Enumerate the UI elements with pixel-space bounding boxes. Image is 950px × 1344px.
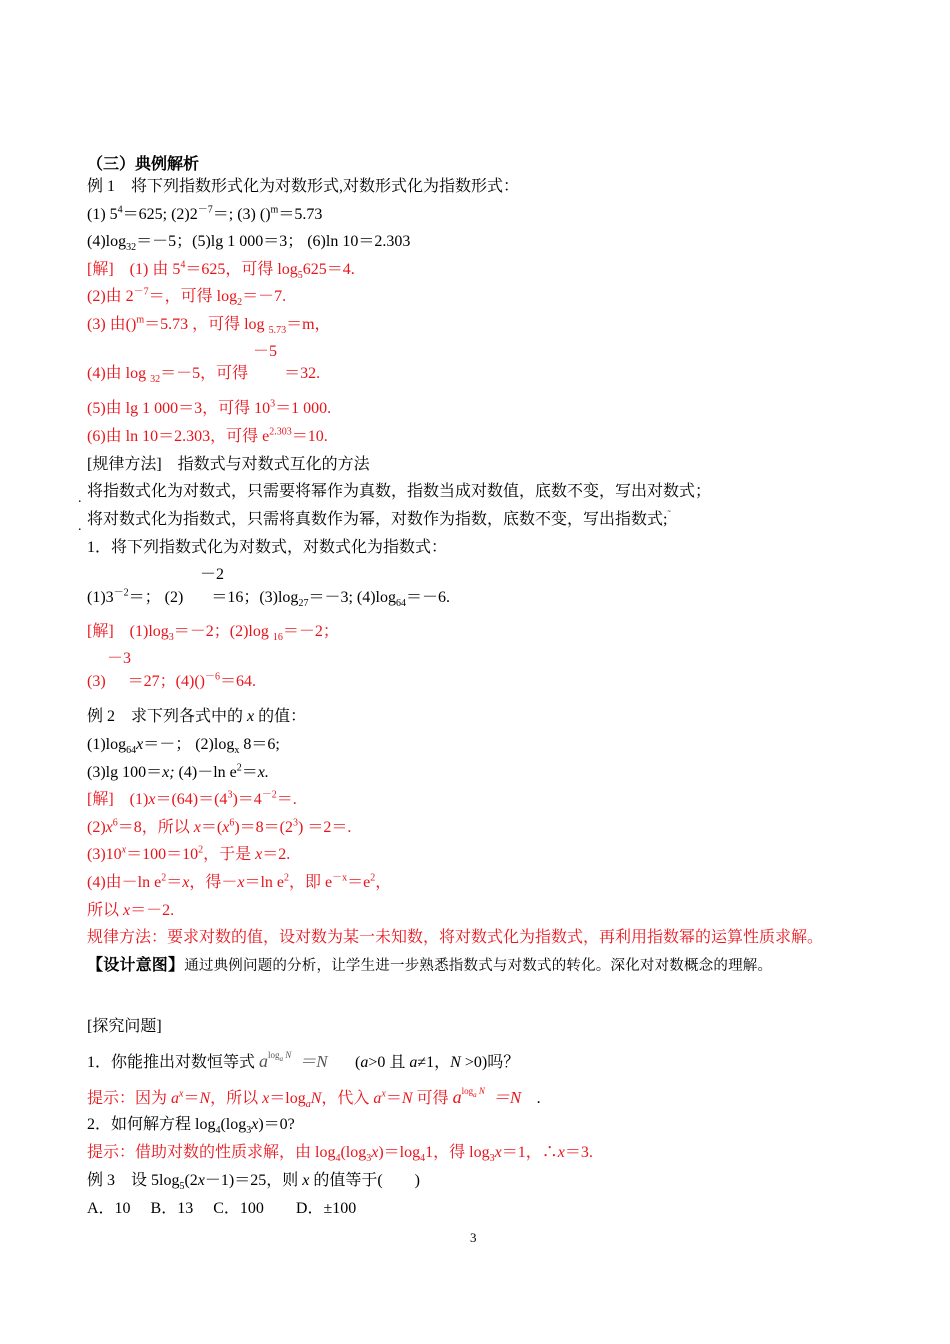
practice-1-title: 1．将下列指数式化为对数式，对数式化为指数式： bbox=[87, 539, 448, 556]
explore-hint-1: 提示：因为 $a^x=N$，所以 $x=\log_aN$，代入 $a^x=N$ 可得 $a^{log_a N} =N$ . bbox=[87, 1086, 541, 1111]
practice-1-solution-exponent: －3 bbox=[107, 650, 132, 667]
example-1-solution-1: [解] (1) 由 $5^4=625$，可得 $\log_5625=4$. bbox=[87, 259, 355, 282]
example-2-question-line-1: $(1)\log_{64}x=-$； $(2)\log_x$ 8＝6; bbox=[87, 736, 280, 757]
explore-hint-2: 提示：借助对数的性质求解，由 $\log_4(\log_3x)=\log_41$，得 $\log_3x=1$，∴x＝3. bbox=[87, 1144, 593, 1165]
example-2-title: 例 2 求下列各式中的 x 的值： bbox=[87, 708, 307, 725]
example-1-solution-4: (4)由 log $_{32}$＝－5，可得 ＝32. bbox=[87, 365, 321, 386]
rule-method-item-1: 将指数式化为对数式，只需要将幂作为真数，指数当成对数值，底数不变，写出对数式； bbox=[87, 483, 712, 500]
example-1-title: 例 1 将下列指数形式化为对数形式,对数形式化为指数形式： bbox=[87, 178, 520, 195]
practice-1-solution-2: (3) ＝27；(4)()$^{-6}$＝64. bbox=[87, 671, 256, 690]
practice-1-solution-1: [解] $(1)\log_3=-2$；(2)log $_{16}$＝－2； bbox=[87, 623, 339, 644]
design-intent: 【设计意图】通过典例问题的分析，让学生进一步熟悉指数式与对数式的转化。深化对对数概念的理解。 bbox=[87, 957, 773, 974]
example-2-solution-1: [解] $(1)x=(64)=(4^3)=4^{-2}=$. bbox=[87, 789, 297, 808]
example-2-solution-5: 所以 x＝－2. bbox=[87, 902, 175, 919]
example-1-solution-2: (2)由 $2^{-7}=$，可得 $\log_2=-7$. bbox=[87, 286, 287, 309]
practice-1-question: $(1)3^{-2}=$； (2) ＝16；$(3)\log_{27}=-3$; $(4)\log_{64}=-6$. bbox=[87, 587, 451, 610]
page-number: 3 bbox=[470, 1230, 477, 1245]
practice-1-exponent: －2 bbox=[200, 566, 225, 583]
example-1-question-line-2: $(4)\log_{32}=-5$；(5)lg 1 000＝3； (6)ln 10＝2.303 bbox=[87, 233, 411, 254]
explore-question-1: 1．你能推出对数恒等式 $a^{log_a N} =N$ (a>0 且 a≠1，N >0)吗？ bbox=[87, 1051, 519, 1074]
log-identity-expression-hint: $a^{log_a N} =N$ bbox=[452, 1086, 522, 1107]
example-3-title: 例 3 设 $5\log_5(2x-1)=25$，则 x 的值等于( ) bbox=[87, 1172, 421, 1193]
example-1-question-line-1: (1) $5^4=625$; $(2)2^{-7}=$; (3) ()$^m$＝5.73 bbox=[87, 204, 323, 223]
example-1-solution-3: (3) 由()$^m$＝5.73 ，可得 log $_{5.73}$＝m， bbox=[87, 314, 331, 337]
bullet-dot: . bbox=[78, 519, 82, 534]
example-1-solution-5: (5)由 lg 1 000＝3，可得 $10^3=1$ 000. bbox=[87, 398, 332, 417]
example-3-options: A．10 B．13 C．100 D．±100 bbox=[87, 1200, 357, 1217]
example-2-rule-method: 规律方法：要求对数的值，设对数为某一未知数，将对数式化为指数式，再利用指数幂的运算性质求解。 bbox=[87, 929, 824, 946]
example-1-solution-6: (6)由 ln 10＝2.303，可得 $e^{2.303}=10$. bbox=[87, 426, 328, 445]
example-2-solution-2: $(2)x^6=8$，所以 $x=(x^6)=8=(2^3) =2=$. bbox=[87, 817, 352, 836]
rule-method-title: [规律方法] 指数式与对数式互化的方法 bbox=[87, 456, 370, 473]
example-2-solution-4: (4)由－ln $e^2=x$，得－x＝ln $e^2$，即 $e^{-x}=e^2$， bbox=[87, 872, 392, 891]
log-identity-expression: $a^{log_a N} =N$ bbox=[259, 1050, 328, 1071]
explore-title: [探究问题] bbox=[87, 1018, 162, 1035]
example-1-solution-4-exponent: －5 bbox=[253, 343, 278, 360]
rule-method-item-2: 将对数式化为指数式，只需将真数作为幂，对数作为指数，底数不变，写出指数式;˜ bbox=[87, 509, 671, 528]
bullet-dot: . bbox=[78, 491, 82, 506]
explore-question-2: 2．如何解方程 $\log_4(\log_3x)=0$? bbox=[87, 1116, 295, 1137]
section-title: （三）典例解析 bbox=[87, 156, 200, 173]
example-2-question-line-2: (3)lg 100＝x; (4)－ln $e^2=x$. bbox=[87, 762, 269, 781]
example-2-solution-3: $(3)10^x=100=10^2$，于是 x＝2. bbox=[87, 844, 291, 863]
